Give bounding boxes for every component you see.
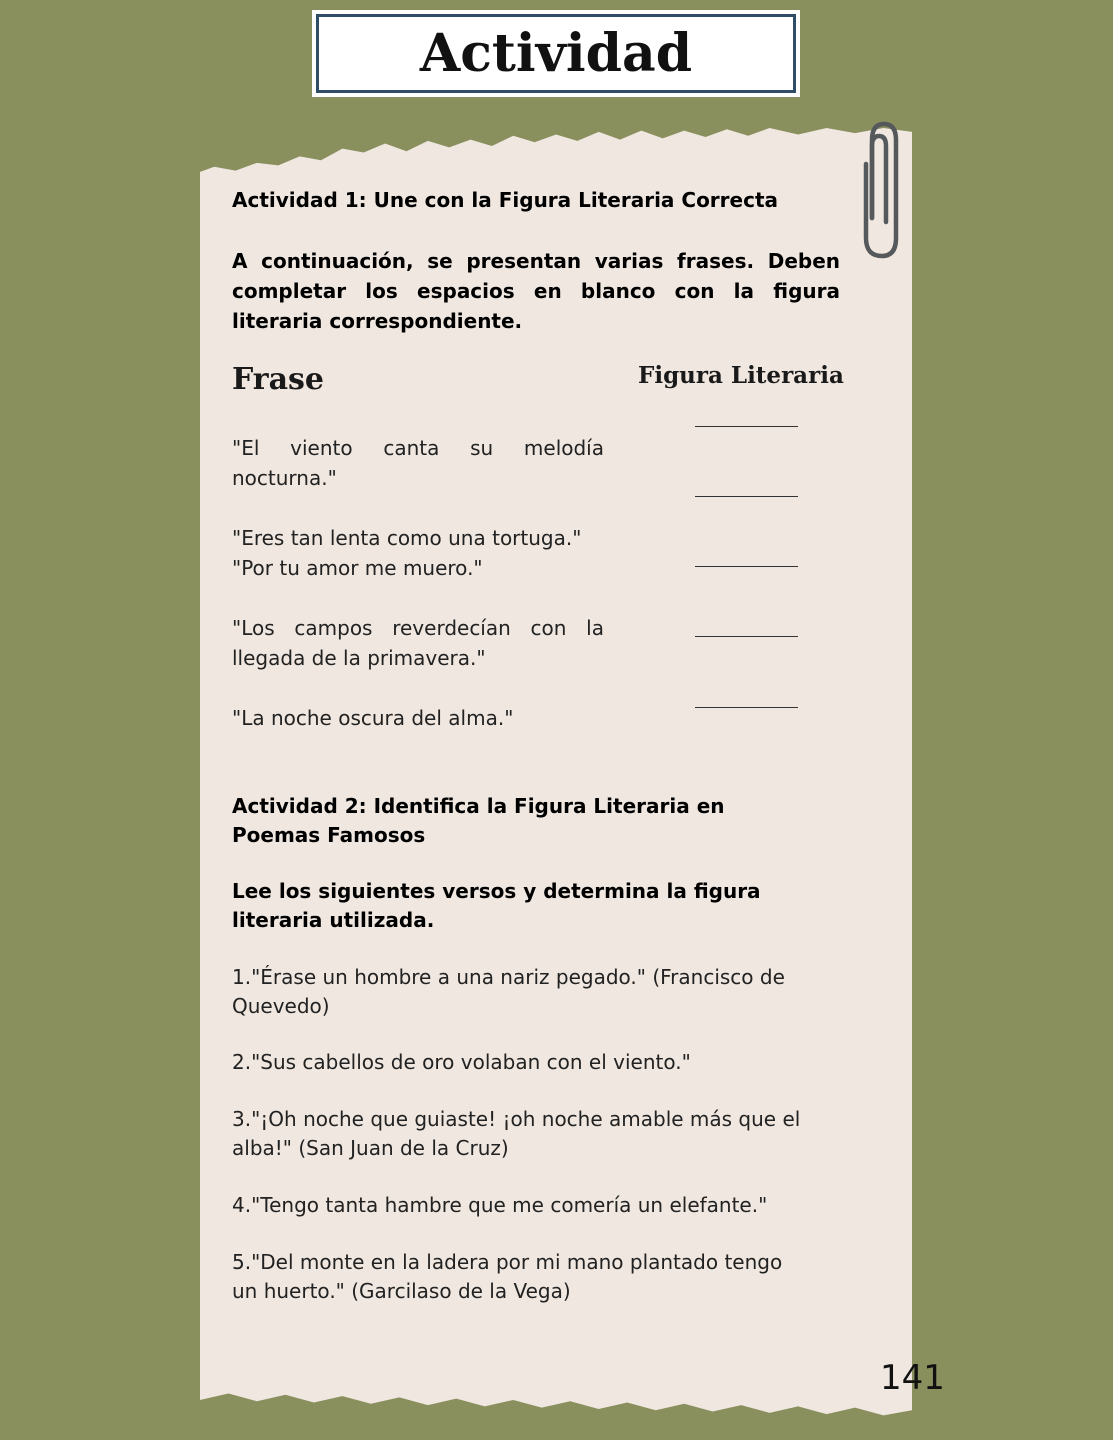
title-banner <box>312 10 800 97</box>
answer-blank-2[interactable] <box>695 496 798 497</box>
answer-blank-5[interactable] <box>695 707 798 708</box>
phrase-4: "Los campos reverdecían con la llegada de la primavera." <box>232 616 604 670</box>
verse-1: 1."Érase un hombre a una nariz pegado." (Francisco de Quevedo) <box>232 965 785 1018</box>
answer-blank-4[interactable] <box>695 636 798 637</box>
paperclip-icon <box>856 118 908 262</box>
phrase-2: "Eres tan lenta como una tortuga." <box>232 526 582 550</box>
column-header-frase: Frase <box>232 362 324 397</box>
activity-1-heading: Actividad 1: Une con la Figura Literaria Correcta <box>232 188 779 212</box>
title-frame <box>316 14 796 93</box>
verse-5: 5."Del monte en la ladera por mi mano plantado tengo un huerto." (Garcilaso de la Vega) <box>232 1250 783 1303</box>
phrase-3: "Por tu amor me muero." <box>232 556 483 580</box>
verse-2: 2."Sus cabellos de oro volaban con el viento." <box>232 1050 691 1074</box>
activity-1-instructions: A continuación, se presentan varias frases. Deben completar los espacios en blanco con la figura literaria correspondiente. <box>232 249 840 333</box>
verse-4: 4."Tengo tanta hambre que me comería un elefante." <box>232 1193 768 1217</box>
activity-2-instructions: Lee los siguientes versos y determina la figura literaria utilizada. <box>232 879 761 932</box>
column-header-figura: Figura Literaria <box>638 362 844 389</box>
activity-2-heading: Actividad 2: Identifica la Figura Literaria en Poemas Famosos <box>232 794 725 847</box>
page-number: 141 <box>880 1358 945 1398</box>
answer-blank-3[interactable] <box>695 566 798 567</box>
verse-3: 3."¡Oh noche que guiaste! ¡oh noche amable más que el alba!" (San Juan de la Cruz) <box>232 1107 801 1160</box>
phrase-1: "El viento canta su melodía nocturna." <box>232 436 604 490</box>
page-title: Actividad <box>419 22 693 84</box>
answer-blank-1[interactable] <box>695 426 798 427</box>
phrase-5: "La noche oscura del alma." <box>232 706 514 730</box>
